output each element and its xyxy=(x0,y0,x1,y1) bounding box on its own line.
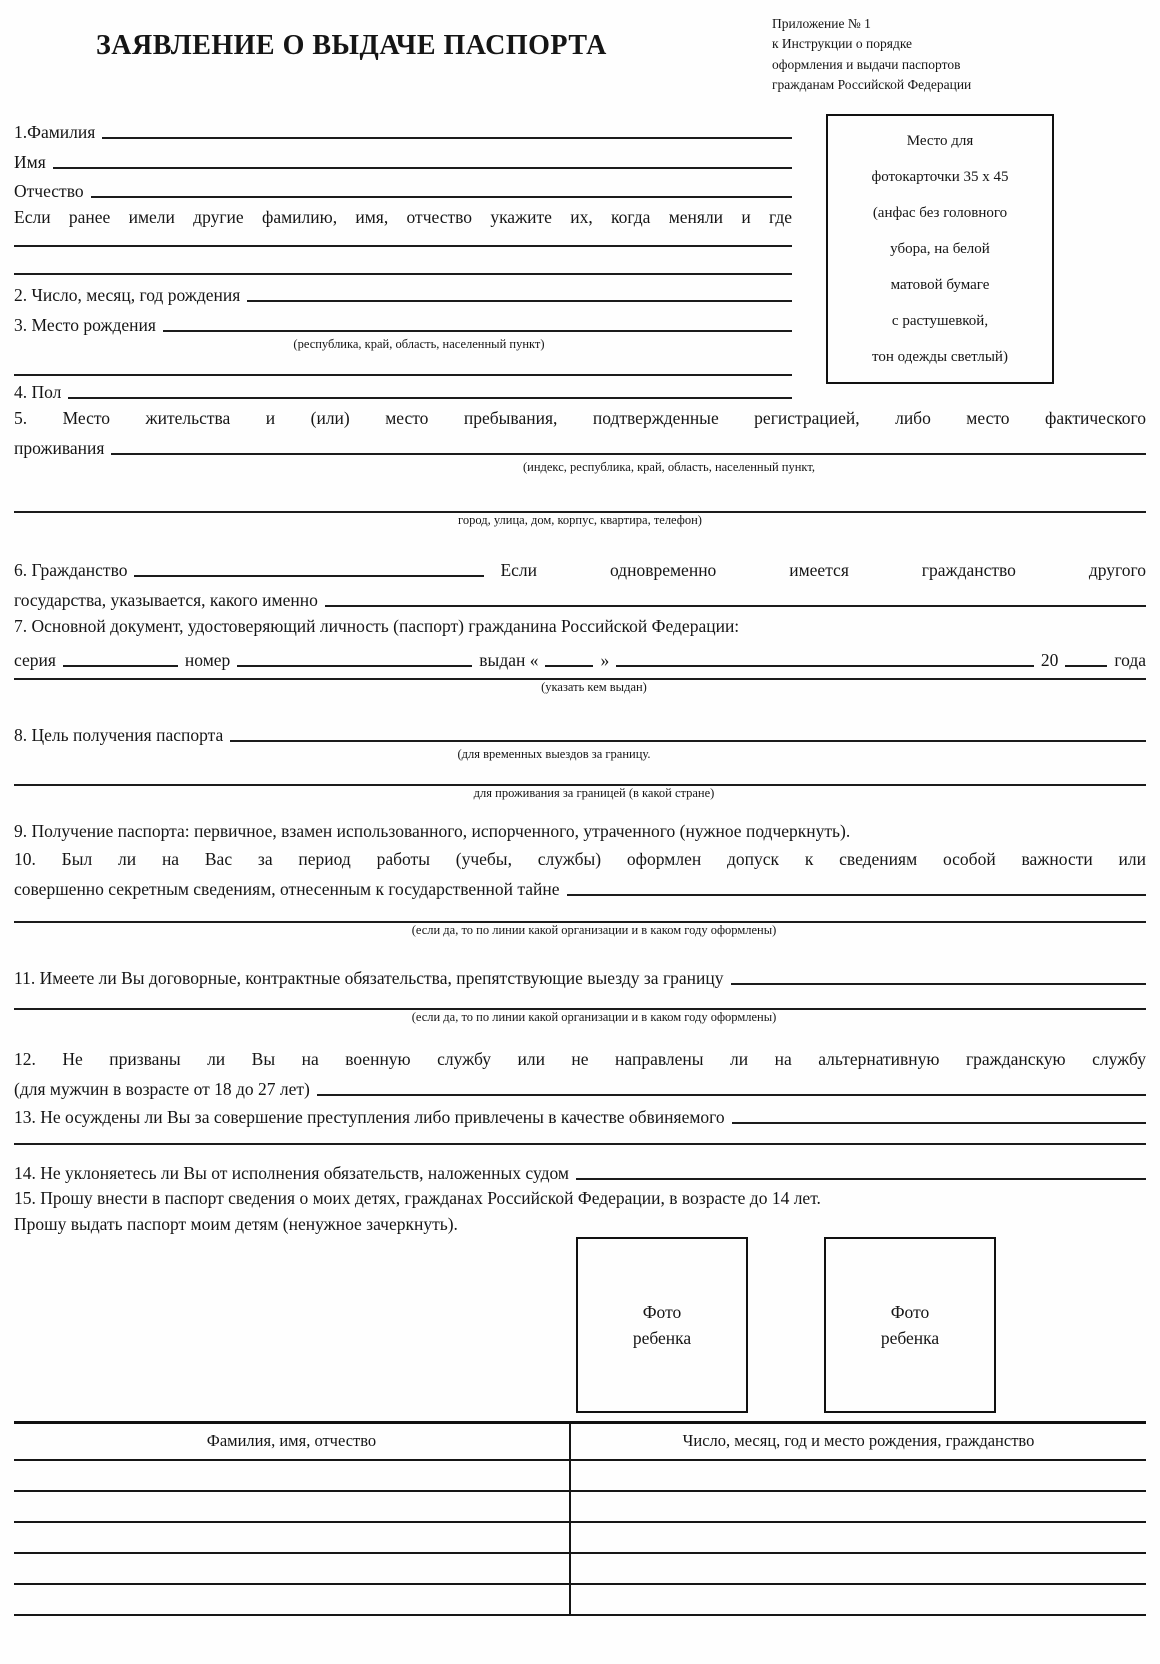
applicant-photo-placeholder xyxy=(826,114,1054,384)
other-citizenship-input-line[interactable] xyxy=(325,597,1146,607)
children-request-line2: Прошу выдать паспорт моим детям (ненужное зачеркнуть). xyxy=(14,1214,458,1234)
passport-series-input-line[interactable] xyxy=(63,657,178,667)
photo-placeholder-line: с растушевкой, xyxy=(891,313,989,329)
firstname-input-line[interactable] xyxy=(53,159,792,169)
section-items-1-4 xyxy=(14,114,792,404)
surname-input-line[interactable] xyxy=(102,129,792,139)
court-obligations-label: 14. Не уклоняетесь ли Вы от исполнения обязательств, наложенных судом xyxy=(14,1163,569,1183)
secrecy-access-label-line2: совершенно секретным сведениям, отнесенным к государственной тайне xyxy=(14,879,560,899)
child-birth-cell[interactable] xyxy=(571,1492,1146,1521)
child-birth-cell[interactable] xyxy=(571,1554,1146,1583)
children-table-row xyxy=(14,1492,1146,1523)
conviction-label: 13. Не осуждены ли Вы за совершение преступления либо привлечены в качестве обвиняемого xyxy=(14,1107,725,1127)
child-photo-label-line: ребенка xyxy=(880,1328,940,1348)
purpose-label: 8. Цель получения паспорта xyxy=(14,725,224,745)
children-table xyxy=(14,1421,1146,1616)
child-birth-cell[interactable] xyxy=(571,1461,1146,1490)
child-birth-cell[interactable] xyxy=(571,1585,1146,1614)
photo-placeholder-line: фотокарточки 35 х 45 xyxy=(871,169,1009,185)
secrecy-access-label-line1: 10. Был ли на Вас за период работы (учебы, службы) оформлен допуск к сведениям особой важности или xyxy=(14,849,1146,869)
conviction-input-line[interactable] xyxy=(732,1114,1146,1124)
appendix-line: оформления и выдачи паспортов xyxy=(772,56,961,72)
child-name-cell[interactable] xyxy=(14,1585,571,1614)
previous-names-input-line-1[interactable] xyxy=(14,245,792,247)
appendix-line: к Инструкции о порядке xyxy=(772,36,913,52)
child-name-cell[interactable] xyxy=(14,1523,571,1552)
sex-input-line[interactable] xyxy=(68,389,792,399)
issued-quote-close: » xyxy=(600,650,610,670)
child-photo-placeholder-2 xyxy=(824,1237,996,1413)
citizenship-note-line1: Если одновременно имеется гражданство другого xyxy=(500,560,1146,580)
child-birth-cell[interactable] xyxy=(571,1523,1146,1552)
secrecy-access-hint: (если да, то по линии какой организации и в каком году оформлены) xyxy=(411,923,777,937)
children-table-header-row xyxy=(14,1424,1146,1461)
purpose-hint-2: для проживания за границей (в какой стране) xyxy=(473,786,715,800)
child-photo-boxes xyxy=(576,1237,1146,1413)
contract-obligations-label: 11. Имеете ли Вы договорные, контрактные обязательства, препятствующие выезду за границу xyxy=(14,968,724,988)
children-request-line1: 15. Прошу внести в паспорт сведения о моих детях, гражданах Российской Федерации, в возрасте до 14 лет. xyxy=(14,1188,821,1208)
issue-month-input-line[interactable] xyxy=(616,657,1034,667)
contract-obligations-input-line[interactable] xyxy=(731,975,1147,985)
photo-placeholder-line: матовой бумаге xyxy=(890,277,990,293)
residence-hint-1: (индекс, республика, край, область, населенный пункт, xyxy=(522,460,815,474)
residence-input-line-1[interactable] xyxy=(111,445,1146,455)
photo-placeholder-line: тон одежды светлый) xyxy=(872,349,1008,365)
residence-hint-2: город, улица, дом, корпус, квартира, телефон) xyxy=(458,513,702,527)
citizenship-note-line2: государства, указывается, какого именно xyxy=(14,590,318,610)
birthplace-input-line[interactable] xyxy=(163,322,792,332)
sex-label: 4. Пол xyxy=(14,382,62,402)
children-table-row xyxy=(14,1461,1146,1492)
military-service-label-line2: (для мужчин в возрасте от 18 до 27 лет) xyxy=(14,1079,310,1099)
children-table-row xyxy=(14,1585,1146,1616)
residence-label-line1: 5. Место жительства и (или) место пребывания, подтвержденные регистрацией, либо место фактического xyxy=(14,408,1146,428)
issuing-authority-hint: (указать кем выдан) xyxy=(541,680,647,694)
child-photo-label-line: ребенка xyxy=(632,1328,692,1348)
military-service-label-line1: 12. Не призваны ли Вы на военную службу или не направлены ли на альтернативную гражданскую службу xyxy=(14,1049,1146,1069)
children-table-header-birth: Число, месяц, год и место рождения, гражданство xyxy=(682,1431,1035,1450)
appendix-line: Приложение № 1 xyxy=(772,16,871,31)
issue-year-prefix: 20 xyxy=(1040,650,1059,670)
passport-number-input-line[interactable] xyxy=(237,657,472,667)
purpose-input-line[interactable] xyxy=(230,732,1146,742)
secrecy-access-input-line[interactable] xyxy=(567,886,1146,896)
contract-obligations-hint: (если да, то по линии какой организации и в каком году оформлены) xyxy=(411,1010,777,1024)
birthdate-input-line[interactable] xyxy=(247,292,792,302)
children-table-row xyxy=(14,1554,1146,1585)
child-name-cell[interactable] xyxy=(14,1492,571,1521)
birthdate-label: 2. Число, месяц, год рождения xyxy=(14,285,241,305)
court-obligations-input-line[interactable] xyxy=(576,1170,1146,1180)
patronymic-label: Отчество xyxy=(14,181,84,201)
issue-day-input-line[interactable] xyxy=(545,657,593,667)
issuance-type-label: 9. Получение паспорта: первичное, взамен использованного, испорченного, утраченного (нужное подчеркнуть). xyxy=(14,821,851,841)
appendix-note xyxy=(772,14,1032,95)
children-table-header-name: Фамилия, имя, отчество xyxy=(14,1424,571,1459)
conviction-input-line-2[interactable] xyxy=(14,1143,1146,1145)
form-title: ЗАЯВЛЕНИЕ О ВЫДАЧЕ ПАСПОРТА xyxy=(96,30,607,61)
previous-names-note: Если ранее имели другие фамилию, имя, отчество укажите их, когда меняли и где xyxy=(14,207,792,227)
surname-label: 1.Фамилия xyxy=(14,122,96,142)
citizenship-input-line[interactable] xyxy=(134,567,484,577)
children-table-row xyxy=(14,1523,1146,1554)
birthplace-label: 3. Место рождения xyxy=(14,315,156,335)
photo-placeholder-line: убора, на белой xyxy=(890,241,990,257)
appendix-line: гражданам Российской Федерации xyxy=(772,76,972,92)
military-service-input-line[interactable] xyxy=(317,1086,1146,1096)
birthplace-hint: (республика, край, область, населенный пункт) xyxy=(293,337,545,351)
passport-number-label: номер xyxy=(184,650,231,670)
firstname-label: Имя xyxy=(14,152,46,172)
citizenship-label: 6. Гражданство xyxy=(14,560,128,580)
child-name-cell[interactable] xyxy=(14,1554,571,1583)
child-photo-placeholder-1 xyxy=(576,1237,748,1413)
child-photo-label-line: Фото xyxy=(890,1302,930,1322)
identity-document-label: 7. Основной документ, удостоверяющий личность (паспорт) гражданина Российской Федерации: xyxy=(14,616,740,636)
patronymic-input-line[interactable] xyxy=(91,188,792,198)
child-photo-label-line: Фото xyxy=(642,1302,682,1322)
photo-placeholder-line: Место для xyxy=(906,133,974,149)
residence-label-line2: проживания xyxy=(14,438,105,458)
child-name-cell[interactable] xyxy=(14,1461,571,1490)
passport-series-label: серия xyxy=(14,650,56,670)
passport-issued-label: выдан « xyxy=(479,650,539,670)
photo-placeholder-line: (анфас без головного xyxy=(872,205,1008,221)
issue-year-input-line[interactable] xyxy=(1065,657,1107,667)
issue-year-suffix: года xyxy=(1114,650,1146,670)
purpose-hint-1: (для временных выездов за границу. xyxy=(457,747,651,761)
